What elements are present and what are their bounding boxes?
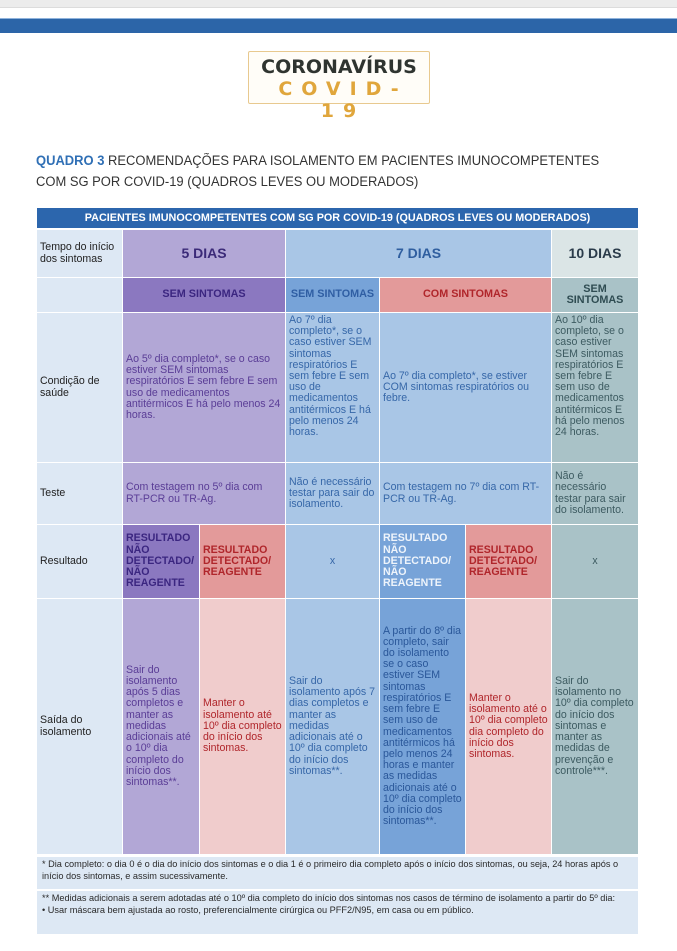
row-label-resultado: Resultado [37, 525, 122, 598]
group-5d-sem-sintomas: SEM SINTOMAS [123, 278, 285, 312]
teste-7d-com: Com testagem no 7º dia com RT-PCR ou TR-Ag. [380, 463, 551, 524]
period-7-dias: 7 DIAS [286, 230, 551, 277]
resultado-5d-positivo: RESULTADO DETECTADO/ REAGENTE [200, 525, 285, 598]
saida-7d-sem: Sair do isolamento após 7 dias completos e manter as medidas adicionais até o 10º dia completo do início dos sintomas**. [286, 599, 379, 854]
row-label-empty [37, 278, 122, 312]
footnote-2-text: ** Medidas adicionais a serem adotadas até o 10º dia completo do início dos sintomas nos casos de término de isolamento a partir do 5º dia: [42, 893, 616, 903]
header-bar [0, 18, 677, 33]
resultado-7d-sem: x [286, 525, 379, 598]
row-label-tempo: Tempo do início dos sintomas [37, 230, 122, 277]
resultado-7d-positivo: RESULTADO DETECTADO/ REAGENTE [466, 525, 551, 598]
row-label-teste: Teste [37, 463, 122, 524]
footnote-medidas [37, 891, 638, 934]
condicao-7d-com: Ao 7º dia completo*, se estiver COM sintomas respiratórios ou febre. [380, 313, 551, 462]
group-10d-sem-sintomas: SEM SINTOMAS [552, 278, 638, 312]
quadro-text: RECOMENDAÇÕES PARA ISOLAMENTO EM PACIENTES IMUNOCOMPETENTES COM SG POR COVID-19 (QUADROS LEVES OU MODERADOS) [36, 153, 600, 189]
saida-5d-negativo: Sair do isolamento após 5 dias completos e manter as medidas adicionais até o 10º dia completo do início dos sintomas**. [123, 599, 199, 854]
teste-5d: Com testagem no 5º dia com RT-PCR ou TR-Ag. [123, 463, 285, 524]
teste-7d-sem: Não é necessário testar para sair do isolamento. [286, 463, 379, 524]
condicao-7d-sem: Ao 7º dia completo*, se o caso estiver SEM sintomas respiratórios E sem febre E sem uso de medicamentos antitérmicos E há pelo menos 24 horas. [286, 313, 379, 462]
resultado-5d-negativo: RESULTADO NÃO DETECTADO/ NÃO REAGENTE [123, 525, 199, 598]
footnote-dia-completo [37, 857, 638, 889]
condicao-5d: Ao 5º dia completo*, se o caso estiver SEM sintomas respiratórios E sem febre E sem uso de medicamentos antitérmicos E há pelo menos 24 horas. [123, 313, 285, 462]
quadro-label: QUADRO 3 [36, 153, 105, 168]
page-title [36, 150, 622, 192]
group-7d-sem-sintomas: SEM SINTOMAS [286, 278, 379, 312]
condicao-10d: Ao 10º dia completo, se o caso estiver SEM sintomas respiratórios E sem febre E sem uso de medicamentos antitérmicos E há pelo menos 24 horas. [552, 313, 638, 462]
footnote-1-text: * Dia completo: o dia 0 é o dia do início dos sintomas e o dia 1 é o primeiro dia completo após o início dos sintomas, ou seja, 24 horas após o início dos sintomas, e assim sucessivamente. [42, 859, 619, 881]
saida-7d-negativo: A partir do 8º dia completo, sair do isolamento se o caso estiver SEM sintomas respiratórios E sem febre E sem uso de medicamentos antitérmicos há pelo menos 24 horas e manter as medidas adicionais até o 10º dia completo do início dos sintomas**. [380, 599, 465, 854]
period-5-dias: 5 DIAS [123, 230, 285, 277]
browser-top-strip [0, 0, 677, 8]
logo-line2: COVID-19 [278, 78, 408, 122]
row-label-condicao: Condição de saúde [37, 313, 122, 462]
period-10-dias: 10 DIAS [552, 230, 638, 277]
saida-5d-positivo: Manter o isolamento até 10º dia completo do início dos sintomas. [200, 599, 285, 854]
footnote-2-item: • Usar máscara bem ajustada ao rosto, preferencialmente cirúrgica ou PFF2/N95, em casa ou em público. [42, 904, 474, 915]
resultado-10d: x [552, 525, 638, 598]
saida-7d-positivo: Manter o isolamento até o 10º dia completo dia completo do início dos sintomas. [466, 599, 551, 854]
coronavirus-logo [248, 51, 430, 122]
logo-line1: CORONAVÍRUS [261, 56, 417, 78]
teste-10d: Não é necessário testar para sair do isolamento. [552, 463, 638, 524]
group-7d-com-sintomas: COM SINTOMAS [380, 278, 551, 312]
row-label-saida: Saída do isolamento [37, 599, 122, 854]
resultado-7d-negativo: RESULTADO NÃO DETECTADO/ NÃO REAGENTE [380, 525, 465, 598]
table-title: PACIENTES IMUNOCOMPETENTES COM SG POR COVID-19 (QUADROS LEVES OU MODERADOS) [37, 208, 638, 228]
saida-10d: Sair do isolamento no 10º dia completo do início dos sintomas e manter as medidas de prevenção e controle***. [552, 599, 638, 854]
